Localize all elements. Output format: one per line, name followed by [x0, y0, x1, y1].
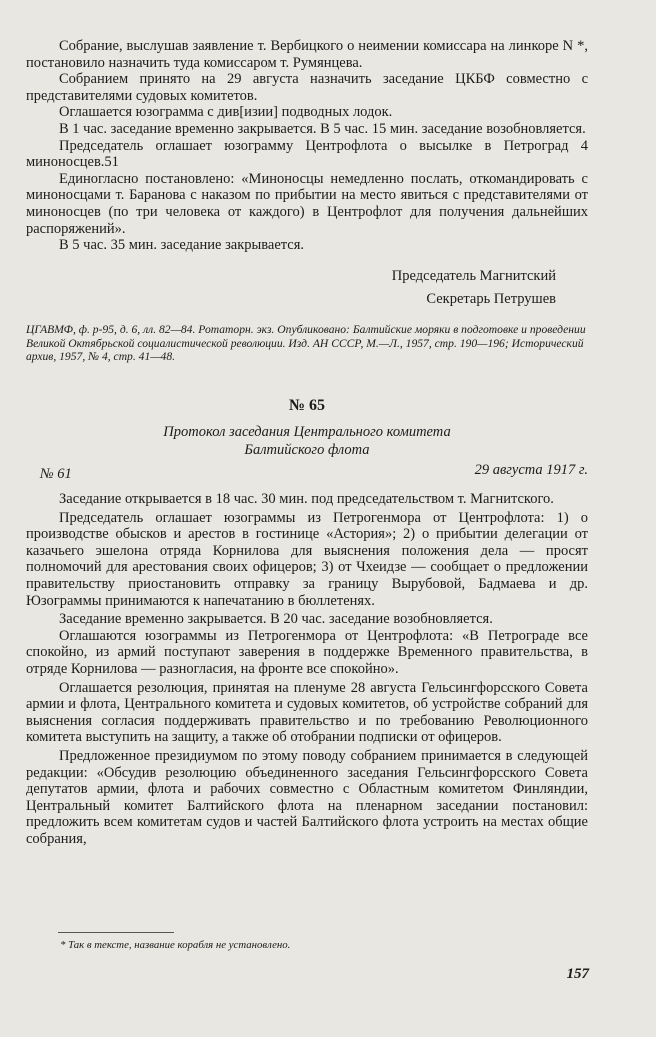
signatures: [26, 268, 556, 308]
paragraph: Оглашаются юзограммы из Петрогенмора от Центрофлота: «В Петрограде все спокойно, из армий поступают заверения в поддержке Временного правительства, в отряде Корнилова — разногласия, на фронте все спокойно».: [26, 627, 588, 677]
document-title: [26, 423, 588, 459]
paragraph: В 1 час. заседание временно закрывается. В 5 час. 15 мин. заседание возобновляется.: [59, 120, 586, 137]
previous-protocol-ending: [26, 38, 588, 254]
paragraph: Собрание, выслушав заявление т. Вербицкого о неимении комиссара на линкоре N *, постановило назначить туда комиссаром т. Румянцева.: [26, 38, 588, 71]
page-number: 157: [566, 966, 589, 982]
paragraph: Председатель оглашает юзограммы из Петрогенмора от Центрофлота: 1) о производстве обысков и арестов в гостинице «Астория»; 2) о прибытии делегации от казачьего эшелона отряда Корнилова для выяснения положения дела — просят полномочий для арестования своих офицеров; 3) от Чхеидзе — сообщает о предложении правительству приостановить отправку за границу Вырубовой, Бадмаева и др. Юзограммы принимаются к напечатанию в бюллетенях.: [26, 509, 588, 609]
protocol-body: [26, 491, 588, 847]
paragraph: Оглашается юзограмма с див[изии] подводных лодок.: [59, 104, 393, 121]
paragraph: Собранием принято на 29 августа назначить заседание ЦКБФ совместно с представителями судовых комитетов.: [26, 71, 588, 104]
paragraph: Единогласно постановлено: «Миноносцы немедленно послать, откомандировать с миноносцами т. Баранова с наказом по прибытии на место явиться с представителями от миноносцев (по три человека от каждого) в Центрофлот для получения дальнейших распоряжений».: [26, 170, 588, 237]
secretary-signature: Секретарь Петрушев: [426, 291, 556, 307]
paragraph: Председатель оглашает юзограмму Центрофлота о высылке в Петроград 4 миноносцев.51: [26, 137, 588, 171]
protocol-number: № 61: [40, 466, 72, 482]
archive-source: ЦГАВМФ, ф. р-95, д. 6, лл. 82—84. Ротаторн. экз. Опубликовано: Балтийские моряки в подготовке и проведении Великой Октябрьской социалистической революции. Изд. АН СССР, М.—Л., 1957, стр. 190—196; Исторический архив, 1957, № 4, стр. 41—48.: [26, 323, 586, 364]
paragraph: Заседание временно закрывается. В 20 час. заседание возобновляется.: [59, 611, 493, 628]
chairman-signature: Председатель Магнитский: [391, 268, 556, 284]
paragraph: Оглашается резолюция, принятая на пленуме 28 августа Гельсингфорсского Совета армии и флота, Центрального комитета и судовых комитетов, об устройстве собраний для выяснения согласия поддерживать правительство и по требованию Революционного комитета выступить на защиту, а также об отобрании подписки от офицеров.: [26, 679, 588, 746]
paragraph: Заседание открывается в 18 час. 30 мин. под председательством т. Магнитского.: [59, 491, 554, 507]
protocol-date: 29 августа 1917 г.: [474, 462, 588, 478]
footnote-divider: [58, 932, 174, 933]
paragraph: Предложенное президиумом по этому поводу собранием принимается в следующей редакции: «Обсудив резолюцию объединенного заседания Гельсингфорсского Совета депутатов армии, флота и рабочих совместно с Областным комитетом Финляндии, Центральный комитет Балтийского флота на пленарном заседании постановил: предложить всем комитетам судов и частей Балтийского флота устроить на местах общие собрания,: [26, 747, 588, 847]
title-line: Балтийского флота: [244, 442, 370, 458]
paragraph: В 5 час. 35 мин. заседание закрывается.: [59, 237, 305, 254]
title-line: Протокол заседания Центрального комитета: [163, 424, 451, 440]
footnote: * Так в тексте, название корабля не установлено.: [60, 939, 291, 951]
document-number: № 65: [288, 397, 326, 414]
